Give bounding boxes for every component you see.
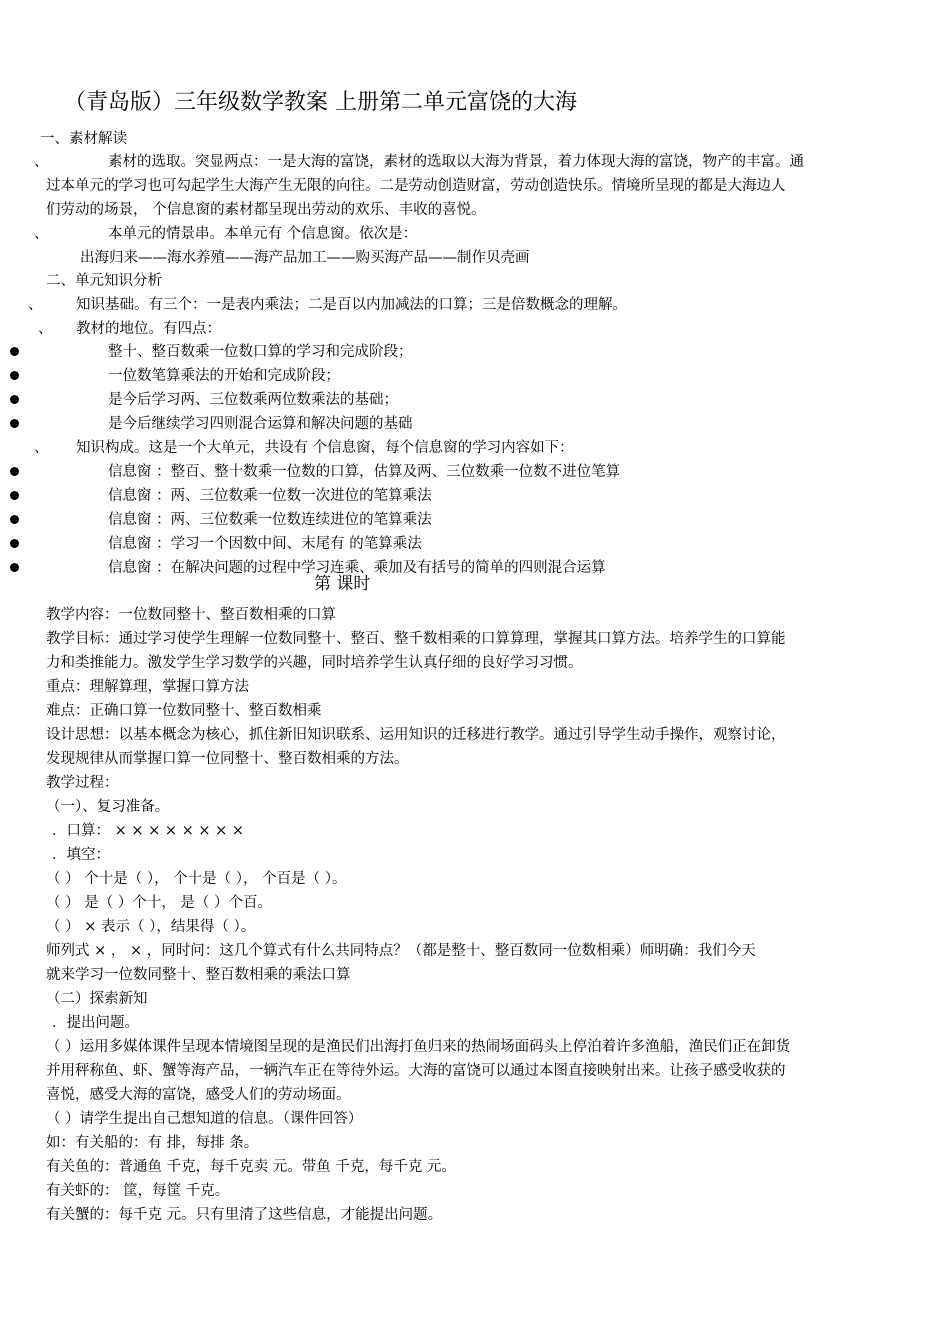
process-heading: 教学过程： <box>46 775 119 791</box>
bullet-icon <box>10 347 19 356</box>
oral-calculation: ．口算： × × × × × × × × <box>52 823 245 839</box>
teacher-line: 师列式 × ， × ，同时问：这几个算式有什么共同特点？（都是整十、整百数同一位数相乘）师明确：我们今天 <box>46 943 756 959</box>
media-line: 并用秤称鱼、虾、蟹等海产品，一辆汽车正在等待外运。大海的富饶可以通过本图直接映射出来。让孩子感受收获的 <box>46 1063 786 1079</box>
list-item: 是今后学习两、三位数乘两位数乘法的基础； <box>108 392 398 408</box>
fill-blank-item: （ ） 个十是（ ）， 个十是（ ）， 个百是（ ）。 <box>46 871 347 887</box>
list-item: 信息窗 ：在解决问题的过程中学习连乘、乘加及有括号的简单的四则混合运算 <box>108 560 606 576</box>
bullet-icon <box>10 563 19 572</box>
explore-heading: （二）探索新知 <box>46 991 148 1007</box>
bullet-icon <box>10 419 19 428</box>
fill-blank-heading: ．填空： <box>52 847 110 863</box>
bullet-icon <box>10 395 19 404</box>
bullet-icon <box>10 515 19 524</box>
info-boats: 如：有关船的：有 排，每排 条。 <box>46 1135 259 1151</box>
fill-blank-item: （ ） × 表示（ ），结果得（ ）。 <box>46 919 256 935</box>
info-request: （ ）请学生提出自己想知道的信息。（课件回答） <box>46 1111 363 1127</box>
paragraph-line: 知识基础。有三个：一是表内乘法；二是百以内加减法的口算；三是倍数概念的理解。 <box>76 297 627 313</box>
paragraph-line: 教材的地位。有四点： <box>76 321 221 337</box>
paragraph-line: 本单元的情景串。本单元有 个信息窗。依次是： <box>108 226 418 242</box>
paragraph-line: 知识构成。这是一个大单元，共设有 个信息窗，每个信息窗的学习内容如下： <box>76 440 574 456</box>
list-item: 信息窗 ：两、三位数乘一位数连续进位的笔算乘法 <box>108 512 432 528</box>
bullet-icon <box>10 371 19 380</box>
list-item: 信息窗 ：两、三位数乘一位数一次进位的笔算乘法 <box>108 488 432 504</box>
list-mark: 、 <box>34 226 49 242</box>
review-heading: （一）、复习准备。 <box>46 799 170 815</box>
media-line: （ ）运用多媒体课件呈现本情境图呈现的是渔民们出海打鱼归来的热闹场面码头上停泊着许多渔船，渔民们正在卸货 <box>46 1039 791 1055</box>
list-mark: 、 <box>28 297 43 313</box>
bullet-icon <box>10 539 19 548</box>
key-point: 重点：理解算理，掌握口算方法 <box>46 679 249 695</box>
list-item: 整十、整百数乘一位数口算的学习和完成阶段； <box>108 344 413 360</box>
section-heading-materials: 一、素材解读 <box>40 131 127 147</box>
info-shrimp: 有关虾的： 筐，每筐 千克。 <box>46 1183 230 1199</box>
info-window-sequence: 出海归来——海水养殖——海产品加工——购买海产品——制作贝壳画 <box>80 250 530 266</box>
teaching-goal-line: 教学目标：通过学习使学生理解一位数同整十、整百、整千数相乘的口算算理，掌握其口算方法。培养学生的口算能 <box>46 631 786 647</box>
list-mark: 、 <box>38 321 53 337</box>
bullet-icon <box>10 467 19 476</box>
teaching-goal-line: 力和类推能力。激发学生学习数学的兴趣，同时培养学生认真仔细的良好学习习惯。 <box>46 655 583 671</box>
design-line: 设计思想：以基本概念为核心，抓住新旧知识联系、运用知识的迁移进行教学。通过引导学生动手操作，观察讨论， <box>46 727 786 743</box>
lesson-title: 第 课时 <box>314 574 371 594</box>
list-item: 是今后继续学习四则混合运算和解决问题的基础 <box>108 416 413 432</box>
paragraph-line: 过本单元的学习也可勾起学生大海产生无限的向往。二是劳动创造财富，劳动创造快乐。情境所呈现的都是大海边人 <box>46 178 786 194</box>
ask-question-heading: ．提出问题。 <box>52 1015 139 1031</box>
list-item: 信息窗 ：整百、整十数乘一位数的口算，估算及两、三位数乘一位数不进位笔算 <box>108 464 621 480</box>
list-mark: 、 <box>34 440 49 456</box>
paragraph-line: 们劳动的场景， 个信息窗的素材都呈现出劳动的欢乐、丰收的喜悦。 <box>46 202 486 218</box>
design-line: 发现规律从而掌握口算一位同整十、整百数相乘的方法。 <box>46 751 409 767</box>
list-item: 信息窗 ：学习一个因数中间、末尾有 的笔算乘法 <box>108 536 422 552</box>
document-title: （青岛版）三年级数学教案 上册第二单元富饶的大海 <box>64 90 577 115</box>
difficulty-point: 难点：正确口算一位数同整十、整百数相乘 <box>46 703 322 719</box>
paragraph-line: 素材的选取。突显两点：一是大海的富饶，素材的选取以大海为背景，着力体现大海的富饶，物产的丰富。通 <box>108 154 804 170</box>
list-mark: 、 <box>34 154 49 170</box>
bullet-icon <box>10 491 19 500</box>
teaching-content: 教学内容：一位数同整十、整百数相乘的口算 <box>46 607 336 623</box>
teacher-line: 就来学习一位数同整十、整百数相乘的乘法口算 <box>46 967 351 983</box>
info-fish: 有关鱼的：普通鱼 千克，每千克卖 元。带鱼 千克，每千克 元。 <box>46 1159 456 1175</box>
section-heading-knowledge: 二、单元知识分析 <box>46 273 162 289</box>
list-item: 一位数笔算乘法的开始和完成阶段； <box>108 368 340 384</box>
media-line: 喜悦，感受大海的富饶，感受人们的劳动场面。 <box>46 1087 351 1103</box>
info-crab: 有关蟹的：每千克 元。只有里清了这些信息，才能提出问题。 <box>46 1207 443 1223</box>
fill-blank-item: （ ） 是（ ）个十， 是（ ）个百。 <box>46 895 273 911</box>
